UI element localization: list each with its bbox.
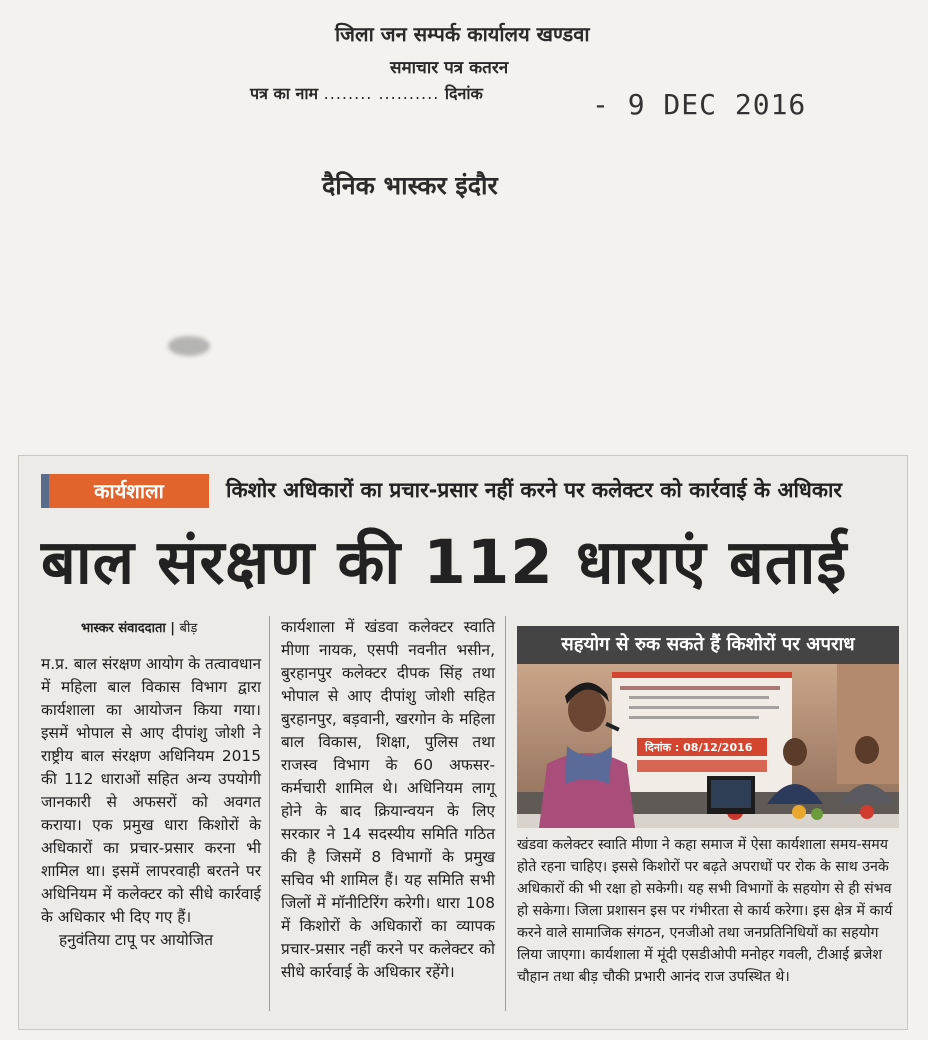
column-2-paragraph: कार्यशाला में खंडवा कलेक्टर स्वाति मीणा नायक, एसपी नवनीत भसीन, बुरहानपुर कलेक्टर दीपक सिंह तथा भोपाल से आए दीपांशु जोशी सहित बुरहानपुर, बड़वानी, खरगोन के महिला बाल विकास, शिक्षा, पुलिस तथा राजस्व विभाग के 60 अफसर-कर्मचारी शामिल थे। अधिनियम लागू होने के बाद क्रियान्वयन के लिए सरकार ने 14 सदस्यीय समिति गठित की है जिसमें 8 विभागों के प्रमुख सचिव भी शामिल हैं। यह समिति सभी जिलों में मॉनीटिरिंग करेगी। धारा 108 में किशोरों के अधिकारों का व्यापक प्रचार-प्रसार नहीं करने पर कलेक्टर को सीधे कार्रवाई के अधिकार रहेंगे। (281, 618, 495, 981)
article-column-2 (281, 616, 495, 984)
date-label: दिनांक (444, 84, 483, 103)
workshop-photo (517, 664, 899, 828)
column-divider (269, 616, 270, 1011)
ink-smudge (168, 336, 210, 356)
subheadline: किशोर अधिकारों का प्रचार-प्रसार नहीं करने पर कलेक्टर को कार्रवाई के अधिकार (226, 478, 843, 502)
article-column-1 (41, 653, 261, 952)
column-1-paragraph-2: हनुवंतिया टापू पर आयोजित (59, 931, 213, 949)
kicker-row (41, 474, 903, 508)
byline-author: भास्कर संवाददाता (81, 621, 166, 636)
photo-caption: खंडवा कलेक्टर स्वाति मीणा ने कहा समाज में ऐसा कार्यशाला समय-समय होते रहना चाहिए। इससे किशोरों पर बढ़ते अपराधों पर रोक के साथ उनके अधिकारों की भी रक्षा हो सकेगी। यह सभी विभागों के सहयोग से ही संभव हो सकेगा। जिला प्रशासन इस पर गंभीरता से कार्य करेगा। इस क्षेत्र में कार्य करने वाले सामाजिक संगठन, एनजीओ तथा जनप्रतिनिधियों का सहयोग लिया जाएगा। कार्यशाला में मूंदी एसडीओपी मनोहर गवली, टीआई ब्रजेश चौहान तथा बीड़ चौकी प्रभारी आनंद राज उपस्थित थे। (517, 837, 893, 985)
date-stamp: - 9 DEC 2016 (592, 88, 807, 121)
newspaper-name: दैनिक भास्कर इंदौर (322, 171, 498, 200)
headline: बाल संरक्षण की 112 धाराएं बताई (41, 527, 848, 598)
news-clipping (18, 455, 908, 1030)
column-divider (505, 616, 506, 1011)
kicker-label: कार्यशाला (41, 474, 209, 508)
byline: भास्कर संवाददाता | बीड़ (81, 621, 198, 636)
clipping-stamp: समाचार पत्र कतरन (390, 58, 509, 78)
byline-location: बीड़ (179, 621, 198, 636)
banner-date: दिनांक : 08/12/2016 (645, 741, 753, 754)
paper-label: पत्र का नाम (250, 84, 319, 103)
paper-dots: ........ .......... (323, 84, 440, 103)
sidebar-box-title: सहयोग से रुक सकते हैं किशोरों पर अपराध (517, 626, 899, 664)
paper-label-row (250, 82, 483, 104)
office-stamp: जिला जन सम्पर्क कार्यालय खण्डवा (335, 22, 590, 46)
column-1-paragraph: म.प्र. बाल संरक्षण आयोग के तत्वावधान में महिला बाल विकास विभाग द्वारा कार्यशाला का आयोजन किया गया। इसमें भोपाल से आए दीपांशु जोशी ने राष्ट्रीय बाल संरक्षण अधिनियम 2015 की 112 धाराओं सहित अन्य उपयोगी जानकारी से अफसरों को अवगत कराया। एक प्रमुख धारा किशोरों के अधिकारों का प्रचार-प्रसार करना भी शामिल था। इसमें लापरवाही बरतने पर अधिनियम में कलेक्टर को सीधे कार्रवाई के अधिकार भी दिए गए हैं। (41, 655, 261, 926)
